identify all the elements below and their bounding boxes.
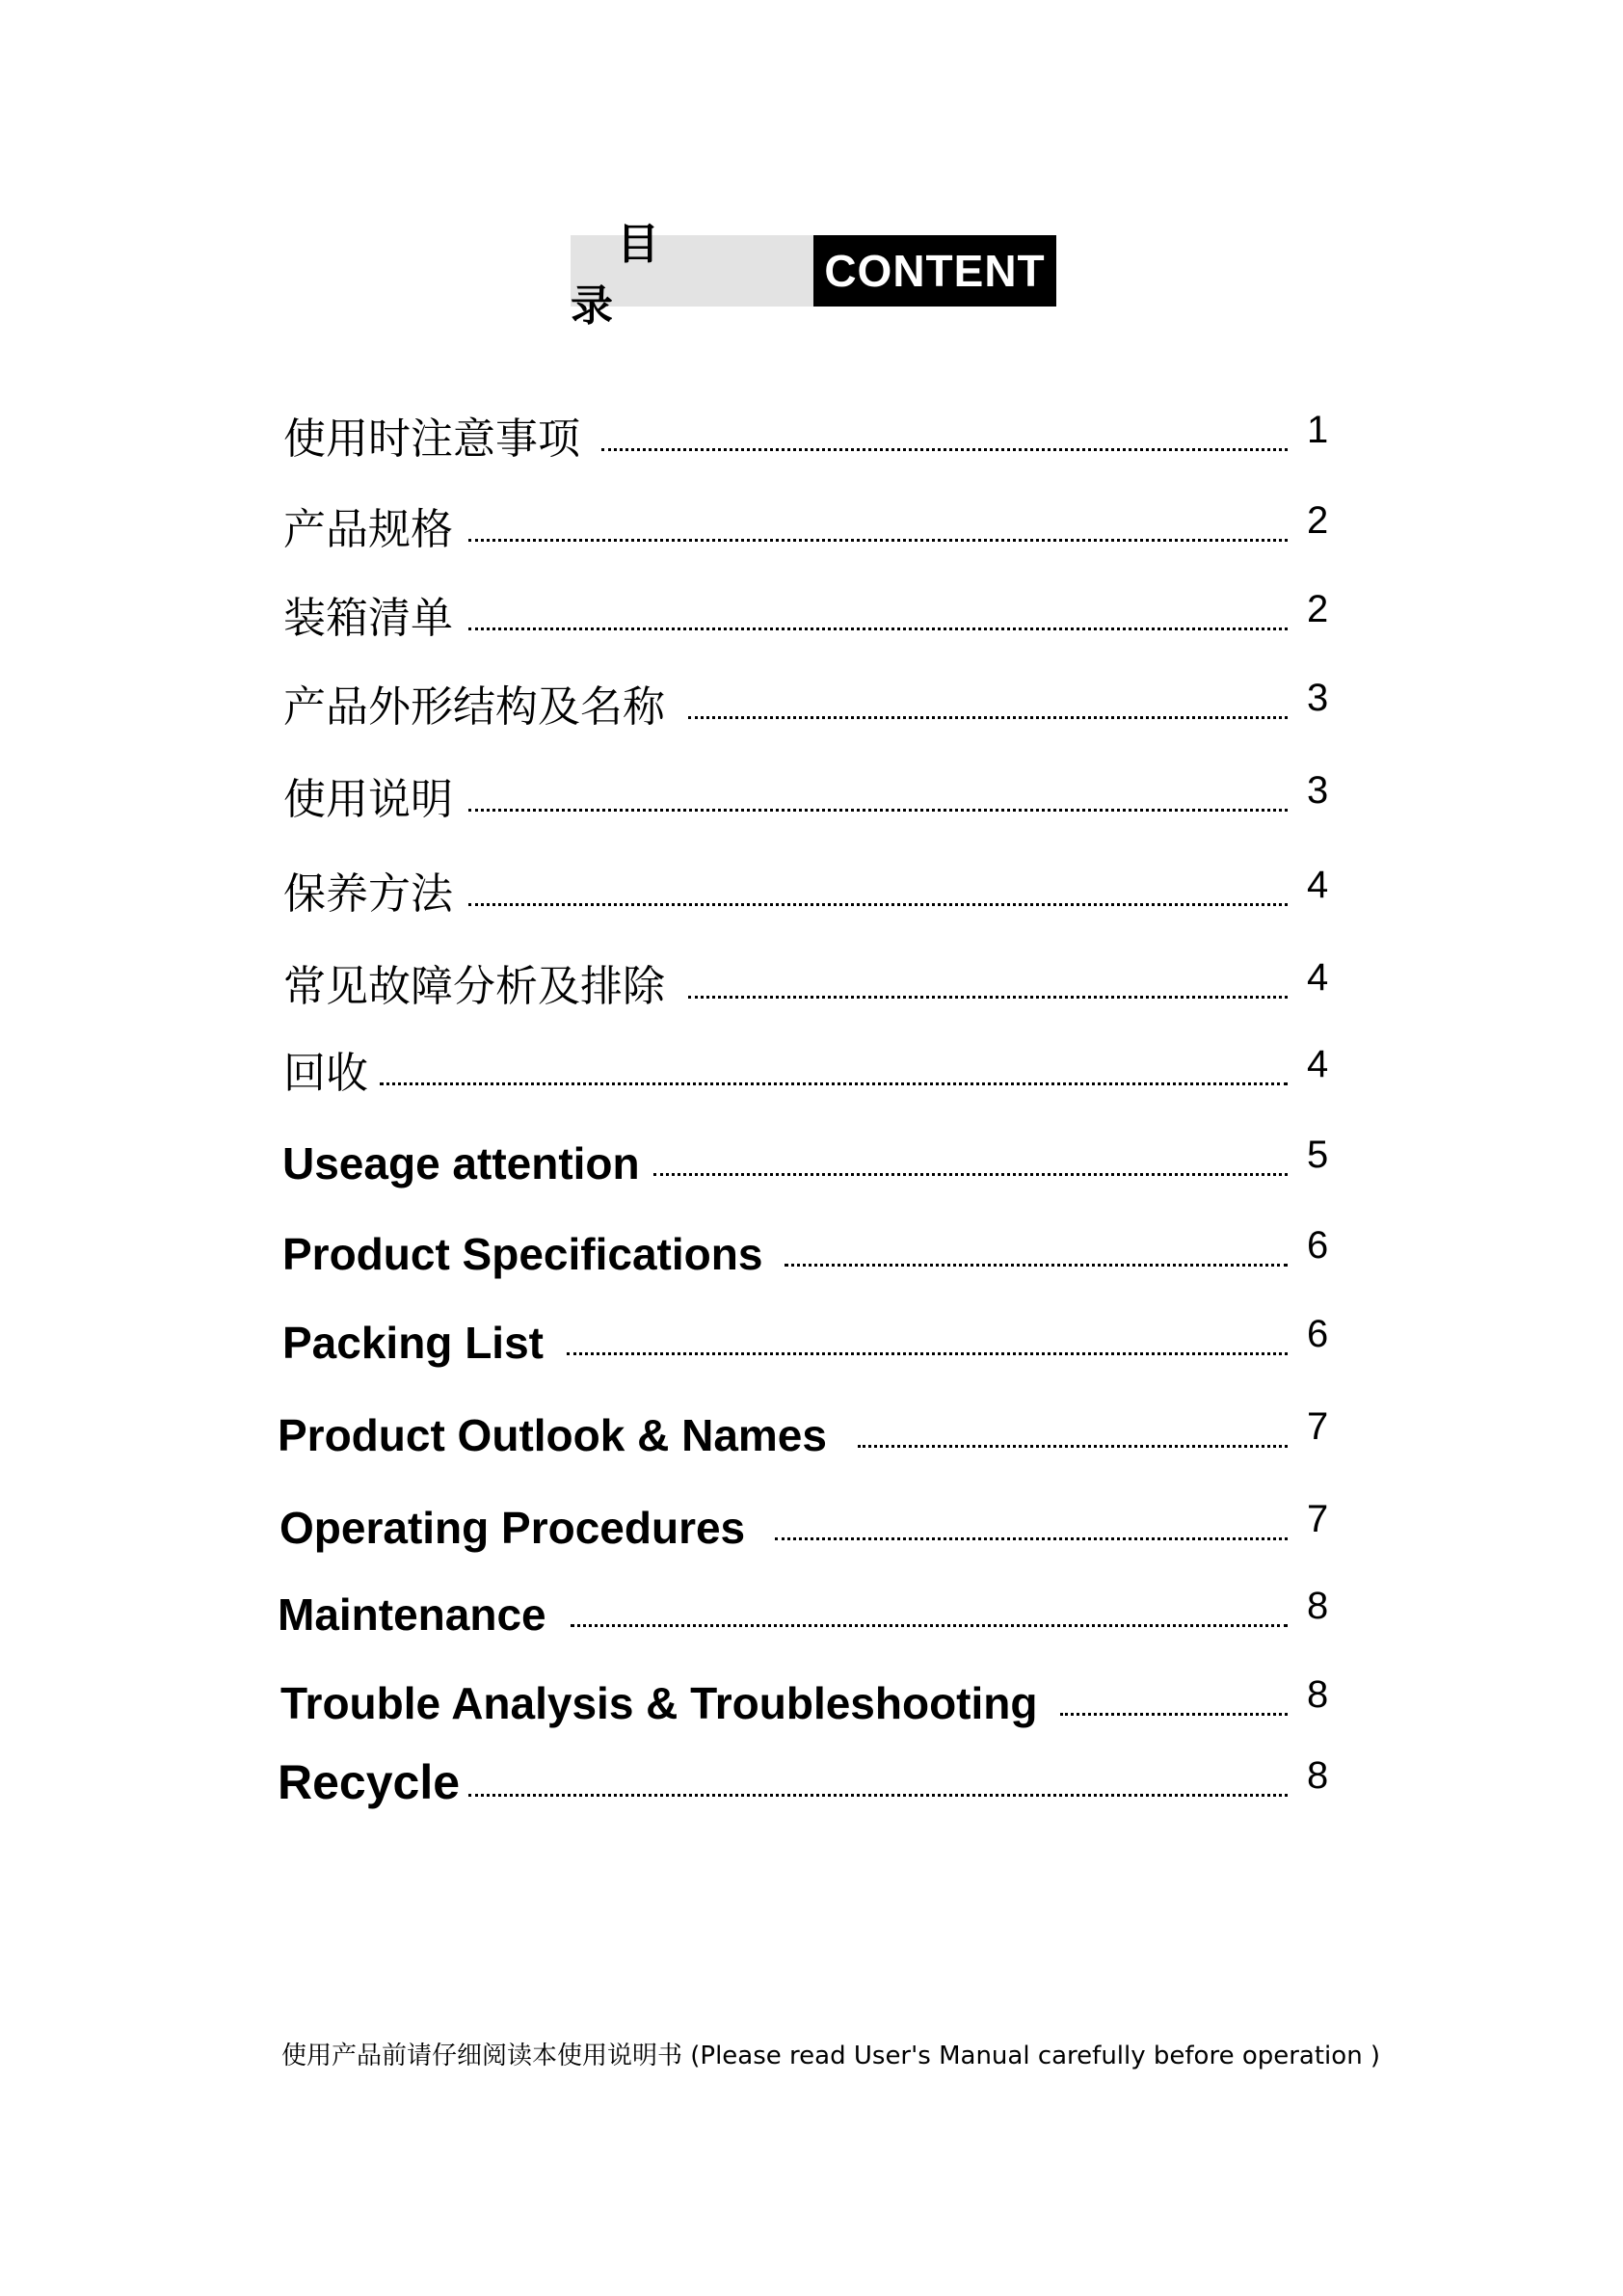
toc-entry-leader: [785, 1264, 1288, 1267]
toc-entry-label: Product Outlook & Names: [278, 1410, 827, 1460]
toc-entry-page: 8: [1307, 1585, 1329, 1627]
toc-entry-page: 6: [1307, 1224, 1329, 1267]
toc-entry-label: Product Specifications: [282, 1229, 763, 1279]
toc-entry-label: 使用时注意事项: [283, 414, 580, 464]
toc-entry-leader: [468, 539, 1288, 542]
toc-entry-page: 1: [1307, 409, 1329, 451]
toc-entry-leader: [567, 1352, 1288, 1355]
toc-entry-leader: [571, 1624, 1288, 1627]
toc-entry-leader: [688, 996, 1288, 999]
toc-entry-label: 产品外形结构及名称: [283, 682, 665, 732]
toc-entry: [0, 1498, 1623, 1560]
toc-entry-page: 3: [1307, 677, 1329, 719]
toc-entry-page: 8: [1307, 1673, 1329, 1716]
footer-note: 使用产品前请仔细阅读本使用说明书 (Please read User's Manual carefully before operation ): [281, 2042, 1381, 2070]
toc-entry: [0, 588, 1623, 650]
toc-entry-leader: [775, 1537, 1288, 1540]
toc-entry-leader: [468, 627, 1288, 630]
heading-en: CONTENT: [813, 235, 1056, 307]
toc-entry: [0, 769, 1623, 831]
toc-entry-page: 8: [1307, 1754, 1329, 1797]
toc-entry-leader: [601, 448, 1288, 451]
toc-entry-page: 7: [1307, 1405, 1329, 1448]
toc-entry: [0, 409, 1623, 470]
toc-entry-leader: [468, 903, 1288, 906]
toc-entry-label: Trouble Analysis & Troubleshooting: [280, 1678, 1038, 1728]
toc-entry-label: 产品规格: [283, 505, 453, 554]
toc-entry-leader: [653, 1173, 1288, 1176]
toc-entry-leader: [858, 1445, 1288, 1448]
toc-entry: [0, 1585, 1623, 1646]
toc-entry: [0, 956, 1623, 1018]
toc-entry-page: 5: [1307, 1134, 1329, 1176]
toc-entry-label: Packing List: [282, 1318, 544, 1368]
toc-entry-page: 6: [1307, 1313, 1329, 1355]
toc-entry-label: Operating Procedures: [279, 1503, 746, 1553]
toc-entry-label: Useage attention: [282, 1138, 640, 1188]
toc-entry-page: 7: [1307, 1498, 1329, 1540]
toc-entry-label: Maintenance: [278, 1589, 546, 1640]
toc-entry: [0, 1043, 1623, 1105]
toc-entry: [0, 499, 1623, 561]
toc-entry: [0, 1313, 1623, 1375]
toc-entry-page: 2: [1307, 588, 1329, 630]
toc-entry-page: 4: [1307, 956, 1329, 999]
toc-entry: [0, 677, 1623, 738]
toc-entry-label: 保养方法: [283, 869, 453, 919]
toc-entry: [0, 1405, 1623, 1467]
toc-heading: [571, 220, 1056, 331]
toc-entry-page: 3: [1307, 769, 1329, 812]
toc-entry-label: 使用说明: [283, 775, 453, 824]
toc-entry-label: 回收: [283, 1049, 368, 1098]
toc-entry-leader: [468, 809, 1288, 812]
toc-entry: [0, 1754, 1623, 1816]
toc-entry: [0, 1224, 1623, 1286]
toc-entry: [0, 1673, 1623, 1735]
toc-entry: [0, 1134, 1623, 1195]
heading-cn: 目 录: [571, 235, 813, 307]
toc-entry-leader: [380, 1082, 1288, 1085]
toc-entry-page: 4: [1307, 864, 1329, 906]
toc-entry-page: 4: [1307, 1043, 1329, 1085]
toc-entry-label: 常见故障分析及排除: [283, 962, 665, 1011]
toc-entry-leader: [1060, 1713, 1288, 1716]
toc-entry-leader: [688, 716, 1288, 719]
toc-entry-label: Recycle: [278, 1755, 461, 1809]
toc-entry-label: 装箱清单: [283, 594, 453, 643]
toc-entry: [0, 864, 1623, 925]
toc-entry-leader: [468, 1794, 1288, 1797]
toc-entry-page: 2: [1307, 499, 1329, 542]
